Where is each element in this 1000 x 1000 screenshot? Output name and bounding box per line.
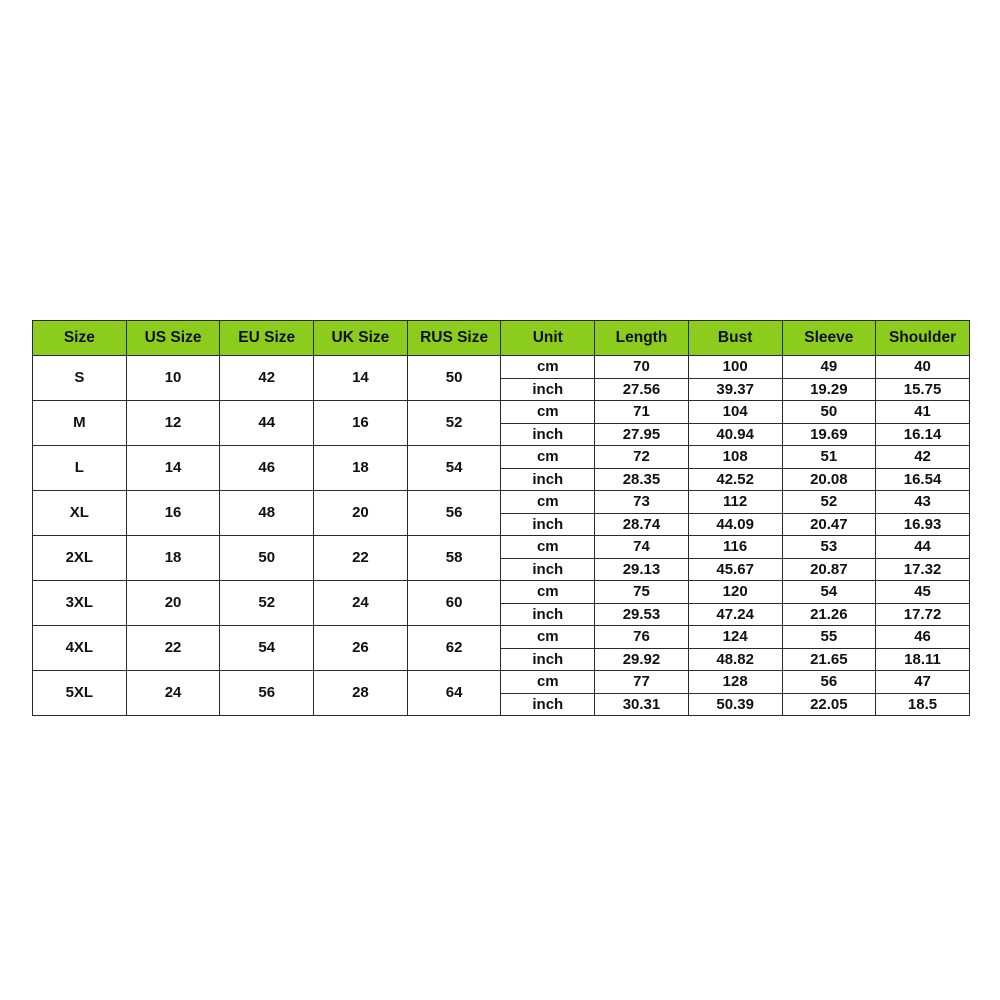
sleeve-cell: 53 xyxy=(782,536,876,559)
shoulder-cell: 16.54 xyxy=(876,468,970,491)
shoulder-cell: 15.75 xyxy=(876,378,970,401)
shoulder-cell: 44 xyxy=(876,536,970,559)
table-row xyxy=(33,356,970,379)
bust-cell: 108 xyxy=(688,446,782,469)
unit-cell: inch xyxy=(501,648,595,671)
sleeve-cell: 49 xyxy=(782,356,876,379)
unit-cell: inch xyxy=(501,558,595,581)
length-cell: 27.95 xyxy=(595,423,689,446)
us-size-cell: 22 xyxy=(126,626,220,671)
length-cell: 28.74 xyxy=(595,513,689,536)
rus-size-cell: 52 xyxy=(407,401,501,446)
size-chart-body xyxy=(33,356,970,716)
length-cell: 70 xyxy=(595,356,689,379)
sleeve-cell: 19.69 xyxy=(782,423,876,446)
shoulder-cell: 45 xyxy=(876,581,970,604)
unit-cell: cm xyxy=(501,401,595,424)
bust-cell: 48.82 xyxy=(688,648,782,671)
size-chart-header xyxy=(33,321,970,356)
bust-cell: 116 xyxy=(688,536,782,559)
shoulder-cell: 43 xyxy=(876,491,970,514)
length-cell: 73 xyxy=(595,491,689,514)
header-unit: Unit xyxy=(501,321,595,356)
header-row xyxy=(33,321,970,356)
length-cell: 75 xyxy=(595,581,689,604)
us-size-cell: 20 xyxy=(126,581,220,626)
unit-cell: inch xyxy=(501,423,595,446)
bust-cell: 120 xyxy=(688,581,782,604)
length-cell: 71 xyxy=(595,401,689,424)
us-size-cell: 10 xyxy=(126,356,220,401)
sleeve-cell: 55 xyxy=(782,626,876,649)
sleeve-cell: 20.47 xyxy=(782,513,876,536)
size-cell: 3XL xyxy=(33,581,127,626)
eu-size-cell: 56 xyxy=(220,671,314,716)
bust-cell: 112 xyxy=(688,491,782,514)
rus-size-cell: 60 xyxy=(407,581,501,626)
unit-cell: cm xyxy=(501,671,595,694)
uk-size-cell: 16 xyxy=(314,401,408,446)
table-row xyxy=(33,536,970,559)
unit-cell: inch xyxy=(501,603,595,626)
sleeve-cell: 20.08 xyxy=(782,468,876,491)
eu-size-cell: 48 xyxy=(220,491,314,536)
header-sleeve: Sleeve xyxy=(782,321,876,356)
unit-cell: cm xyxy=(501,491,595,514)
length-cell: 77 xyxy=(595,671,689,694)
shoulder-cell: 16.93 xyxy=(876,513,970,536)
table-row xyxy=(33,671,970,694)
bust-cell: 40.94 xyxy=(688,423,782,446)
sleeve-cell: 54 xyxy=(782,581,876,604)
sleeve-cell: 19.29 xyxy=(782,378,876,401)
us-size-cell: 14 xyxy=(126,446,220,491)
shoulder-cell: 41 xyxy=(876,401,970,424)
length-cell: 29.13 xyxy=(595,558,689,581)
unit-cell: cm xyxy=(501,446,595,469)
bust-cell: 100 xyxy=(688,356,782,379)
rus-size-cell: 56 xyxy=(407,491,501,536)
eu-size-cell: 44 xyxy=(220,401,314,446)
sleeve-cell: 51 xyxy=(782,446,876,469)
rus-size-cell: 58 xyxy=(407,536,501,581)
bust-cell: 47.24 xyxy=(688,603,782,626)
length-cell: 72 xyxy=(595,446,689,469)
length-cell: 29.53 xyxy=(595,603,689,626)
shoulder-cell: 46 xyxy=(876,626,970,649)
unit-cell: cm xyxy=(501,626,595,649)
unit-cell: cm xyxy=(501,581,595,604)
header-size: Size xyxy=(33,321,127,356)
length-cell: 30.31 xyxy=(595,693,689,716)
length-cell: 74 xyxy=(595,536,689,559)
sleeve-cell: 50 xyxy=(782,401,876,424)
size-chart-table xyxy=(32,320,970,716)
size-cell: L xyxy=(33,446,127,491)
header-length: Length xyxy=(595,321,689,356)
sleeve-cell: 21.65 xyxy=(782,648,876,671)
bust-cell: 45.67 xyxy=(688,558,782,581)
header-shoulder: Shoulder xyxy=(876,321,970,356)
size-cell: M xyxy=(33,401,127,446)
bust-cell: 104 xyxy=(688,401,782,424)
eu-size-cell: 52 xyxy=(220,581,314,626)
uk-size-cell: 26 xyxy=(314,626,408,671)
unit-cell: cm xyxy=(501,536,595,559)
length-cell: 27.56 xyxy=(595,378,689,401)
shoulder-cell: 17.32 xyxy=(876,558,970,581)
table-row xyxy=(33,581,970,604)
size-cell: S xyxy=(33,356,127,401)
size-cell: 4XL xyxy=(33,626,127,671)
sleeve-cell: 56 xyxy=(782,671,876,694)
length-cell: 76 xyxy=(595,626,689,649)
table-row xyxy=(33,446,970,469)
sleeve-cell: 21.26 xyxy=(782,603,876,626)
eu-size-cell: 42 xyxy=(220,356,314,401)
shoulder-cell: 42 xyxy=(876,446,970,469)
header-uk-size: UK Size xyxy=(314,321,408,356)
uk-size-cell: 28 xyxy=(314,671,408,716)
size-cell: 2XL xyxy=(33,536,127,581)
shoulder-cell: 47 xyxy=(876,671,970,694)
sleeve-cell: 22.05 xyxy=(782,693,876,716)
uk-size-cell: 22 xyxy=(314,536,408,581)
length-cell: 28.35 xyxy=(595,468,689,491)
shoulder-cell: 18.5 xyxy=(876,693,970,716)
eu-size-cell: 50 xyxy=(220,536,314,581)
bust-cell: 50.39 xyxy=(688,693,782,716)
us-size-cell: 16 xyxy=(126,491,220,536)
rus-size-cell: 64 xyxy=(407,671,501,716)
rus-size-cell: 50 xyxy=(407,356,501,401)
shoulder-cell: 17.72 xyxy=(876,603,970,626)
us-size-cell: 18 xyxy=(126,536,220,581)
unit-cell: cm xyxy=(501,356,595,379)
uk-size-cell: 20 xyxy=(314,491,408,536)
uk-size-cell: 24 xyxy=(314,581,408,626)
length-cell: 29.92 xyxy=(595,648,689,671)
unit-cell: inch xyxy=(501,513,595,536)
header-us-size: US Size xyxy=(126,321,220,356)
eu-size-cell: 54 xyxy=(220,626,314,671)
bust-cell: 128 xyxy=(688,671,782,694)
shoulder-cell: 40 xyxy=(876,356,970,379)
table-row xyxy=(33,626,970,649)
table-row xyxy=(33,401,970,424)
us-size-cell: 12 xyxy=(126,401,220,446)
unit-cell: inch xyxy=(501,378,595,401)
shoulder-cell: 18.11 xyxy=(876,648,970,671)
header-rus-size: RUS Size xyxy=(407,321,501,356)
size-cell: 5XL xyxy=(33,671,127,716)
eu-size-cell: 46 xyxy=(220,446,314,491)
bust-cell: 39.37 xyxy=(688,378,782,401)
table-row xyxy=(33,491,970,514)
uk-size-cell: 14 xyxy=(314,356,408,401)
header-bust: Bust xyxy=(688,321,782,356)
rus-size-cell: 54 xyxy=(407,446,501,491)
sleeve-cell: 20.87 xyxy=(782,558,876,581)
uk-size-cell: 18 xyxy=(314,446,408,491)
size-cell: XL xyxy=(33,491,127,536)
us-size-cell: 24 xyxy=(126,671,220,716)
shoulder-cell: 16.14 xyxy=(876,423,970,446)
sleeve-cell: 52 xyxy=(782,491,876,514)
unit-cell: inch xyxy=(501,693,595,716)
bust-cell: 42.52 xyxy=(688,468,782,491)
unit-cell: inch xyxy=(501,468,595,491)
header-eu-size: EU Size xyxy=(220,321,314,356)
bust-cell: 124 xyxy=(688,626,782,649)
bust-cell: 44.09 xyxy=(688,513,782,536)
rus-size-cell: 62 xyxy=(407,626,501,671)
